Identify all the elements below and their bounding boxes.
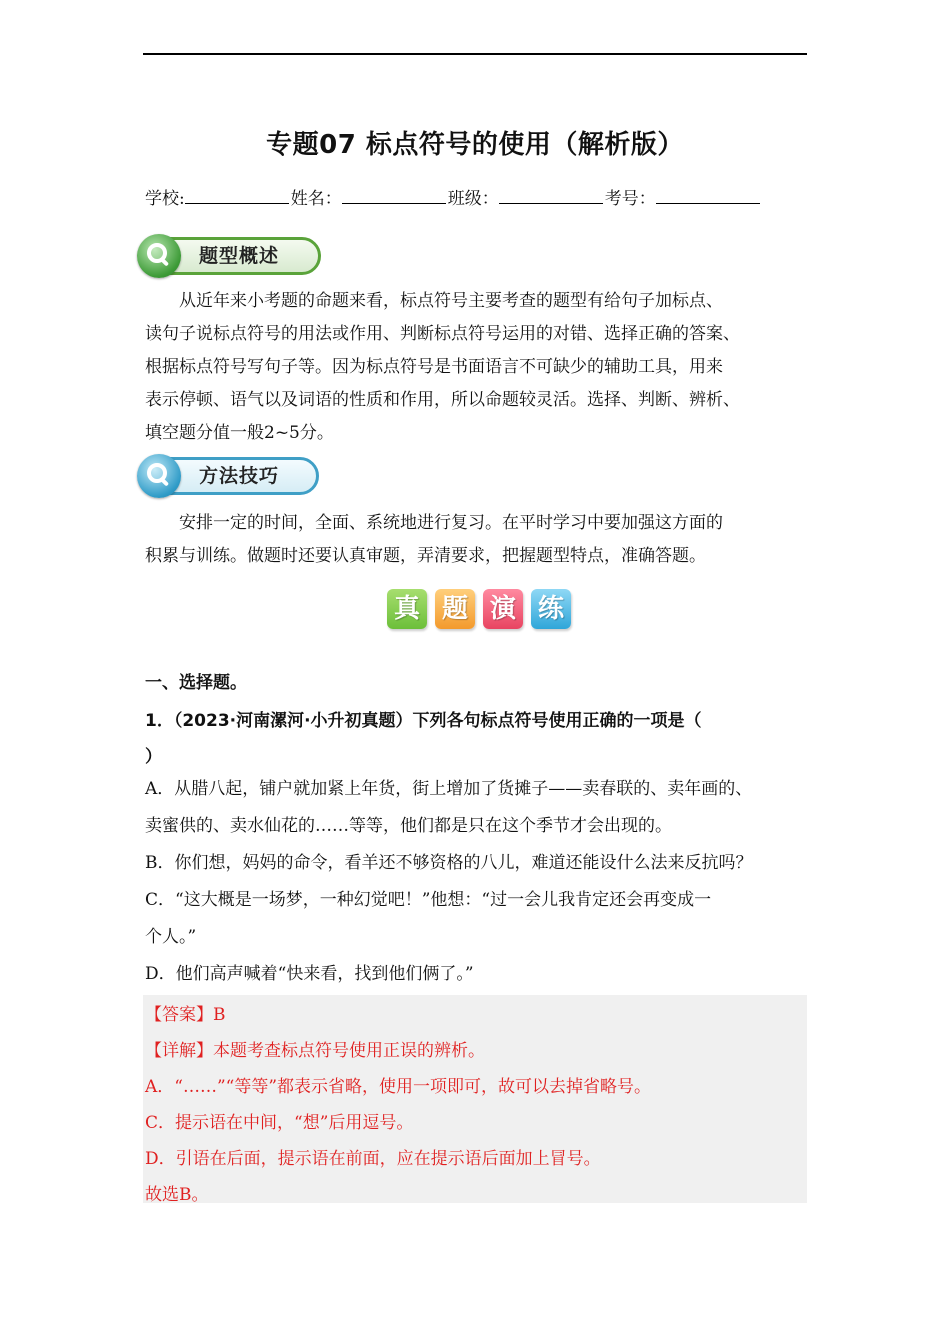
- explanation-line: D．引语在后面，提示语在前面，应在提示语后面加上冒号。: [145, 1149, 601, 1169]
- banner-tile: 真: [387, 589, 427, 629]
- id-blank[interactable]: [656, 189, 760, 204]
- method-badge: [137, 454, 319, 498]
- method-badge-label: 方法技巧: [199, 465, 280, 487]
- name-blank[interactable]: [342, 189, 446, 204]
- id-label: 考号：: [604, 189, 656, 209]
- overview-line: 读句子说标点符号的用法或作用、判断标点符号运用的对错、选择正确的答案、: [145, 324, 740, 344]
- speech-bubble-icon: [137, 454, 181, 498]
- option-c-line: C．“这大概是一场梦，一种幻觉吧！”他想：“过一会儿我肯定还会再变成一: [145, 890, 712, 910]
- option-d: D．他们高声喊着“快来看，找到他们俩了。”: [145, 964, 474, 984]
- overview-line: 从近年来小考题的命题来看，标点符号主要考查的题型有给句子加标点、: [179, 291, 723, 311]
- option-a-line: A．从腊八起，铺户就加紧上年货，街上增加了货摊子——卖春联的、卖年画的、: [145, 779, 753, 799]
- document-title: 专题07 标点符号的使用（解析版）: [266, 130, 684, 160]
- overview-line: 填空题分值一般2~5分。: [145, 423, 334, 443]
- banner-tile: 题: [435, 589, 475, 629]
- class-blank[interactable]: [499, 189, 603, 204]
- overview-paragraph: [145, 285, 817, 450]
- explanation-line: 【详解】本题考查标点符号使用正误的辨析。: [145, 1041, 485, 1061]
- overview-badge: [137, 234, 321, 278]
- answer-line: 【答案】B: [145, 1005, 226, 1025]
- school-blank[interactable]: [185, 189, 289, 204]
- answer-panel: [143, 995, 807, 1203]
- option-b: B．你们想，妈妈的命令，看羊还不够资格的八儿，难道还能设什么法来反抗吗？: [145, 853, 753, 873]
- overview-line: 根据标点符号写句子等。因为标点符号是书面语言不可缺少的辅助工具，用来: [145, 357, 723, 377]
- explanation-line: C．提示语在中间，“想”后用逗号。: [145, 1113, 414, 1133]
- option-c-line: 个人。”: [145, 927, 197, 947]
- overview-line: 表示停顿、语气以及词语的性质和作用，所以命题较灵活。选择、判断、辨析、: [145, 390, 740, 410]
- banner-tile: 练: [531, 589, 571, 629]
- student-info-line: [145, 184, 762, 209]
- method-line: 安排一定的时间，全面、系统地进行复习。在平时学习中要加强这方面的: [179, 513, 723, 533]
- header-rule: [143, 53, 807, 55]
- method-line: 积累与训练。做题时还要认真审题，弄清要求，把握题型特点，准确答题。: [145, 546, 706, 566]
- question-section-heading: 一、选择题。: [145, 673, 247, 693]
- class-label: 班级：: [447, 189, 499, 209]
- option-a-line: 卖蜜供的、卖水仙花的……等等，他们都是只在这个季节才会出现的。: [145, 816, 672, 836]
- overview-badge-label: 题型概述: [199, 245, 280, 267]
- conclusion-line: 故选B。: [145, 1185, 209, 1205]
- explanation-line: A．“……”“等等”都表示省略，使用一项即可，故可以去掉省略号。: [145, 1077, 652, 1097]
- speech-bubble-icon: [137, 234, 181, 278]
- method-paragraph: [145, 507, 817, 573]
- name-label: 姓名：: [290, 189, 342, 209]
- question-options: [145, 771, 825, 993]
- school-label: 学校:: [145, 189, 185, 209]
- banner-tile: 演: [483, 589, 523, 629]
- question-stem: 1．（2023·河南漯河·小升初真题）下列各句标点符号使用正确的一项是（ ）: [145, 711, 702, 767]
